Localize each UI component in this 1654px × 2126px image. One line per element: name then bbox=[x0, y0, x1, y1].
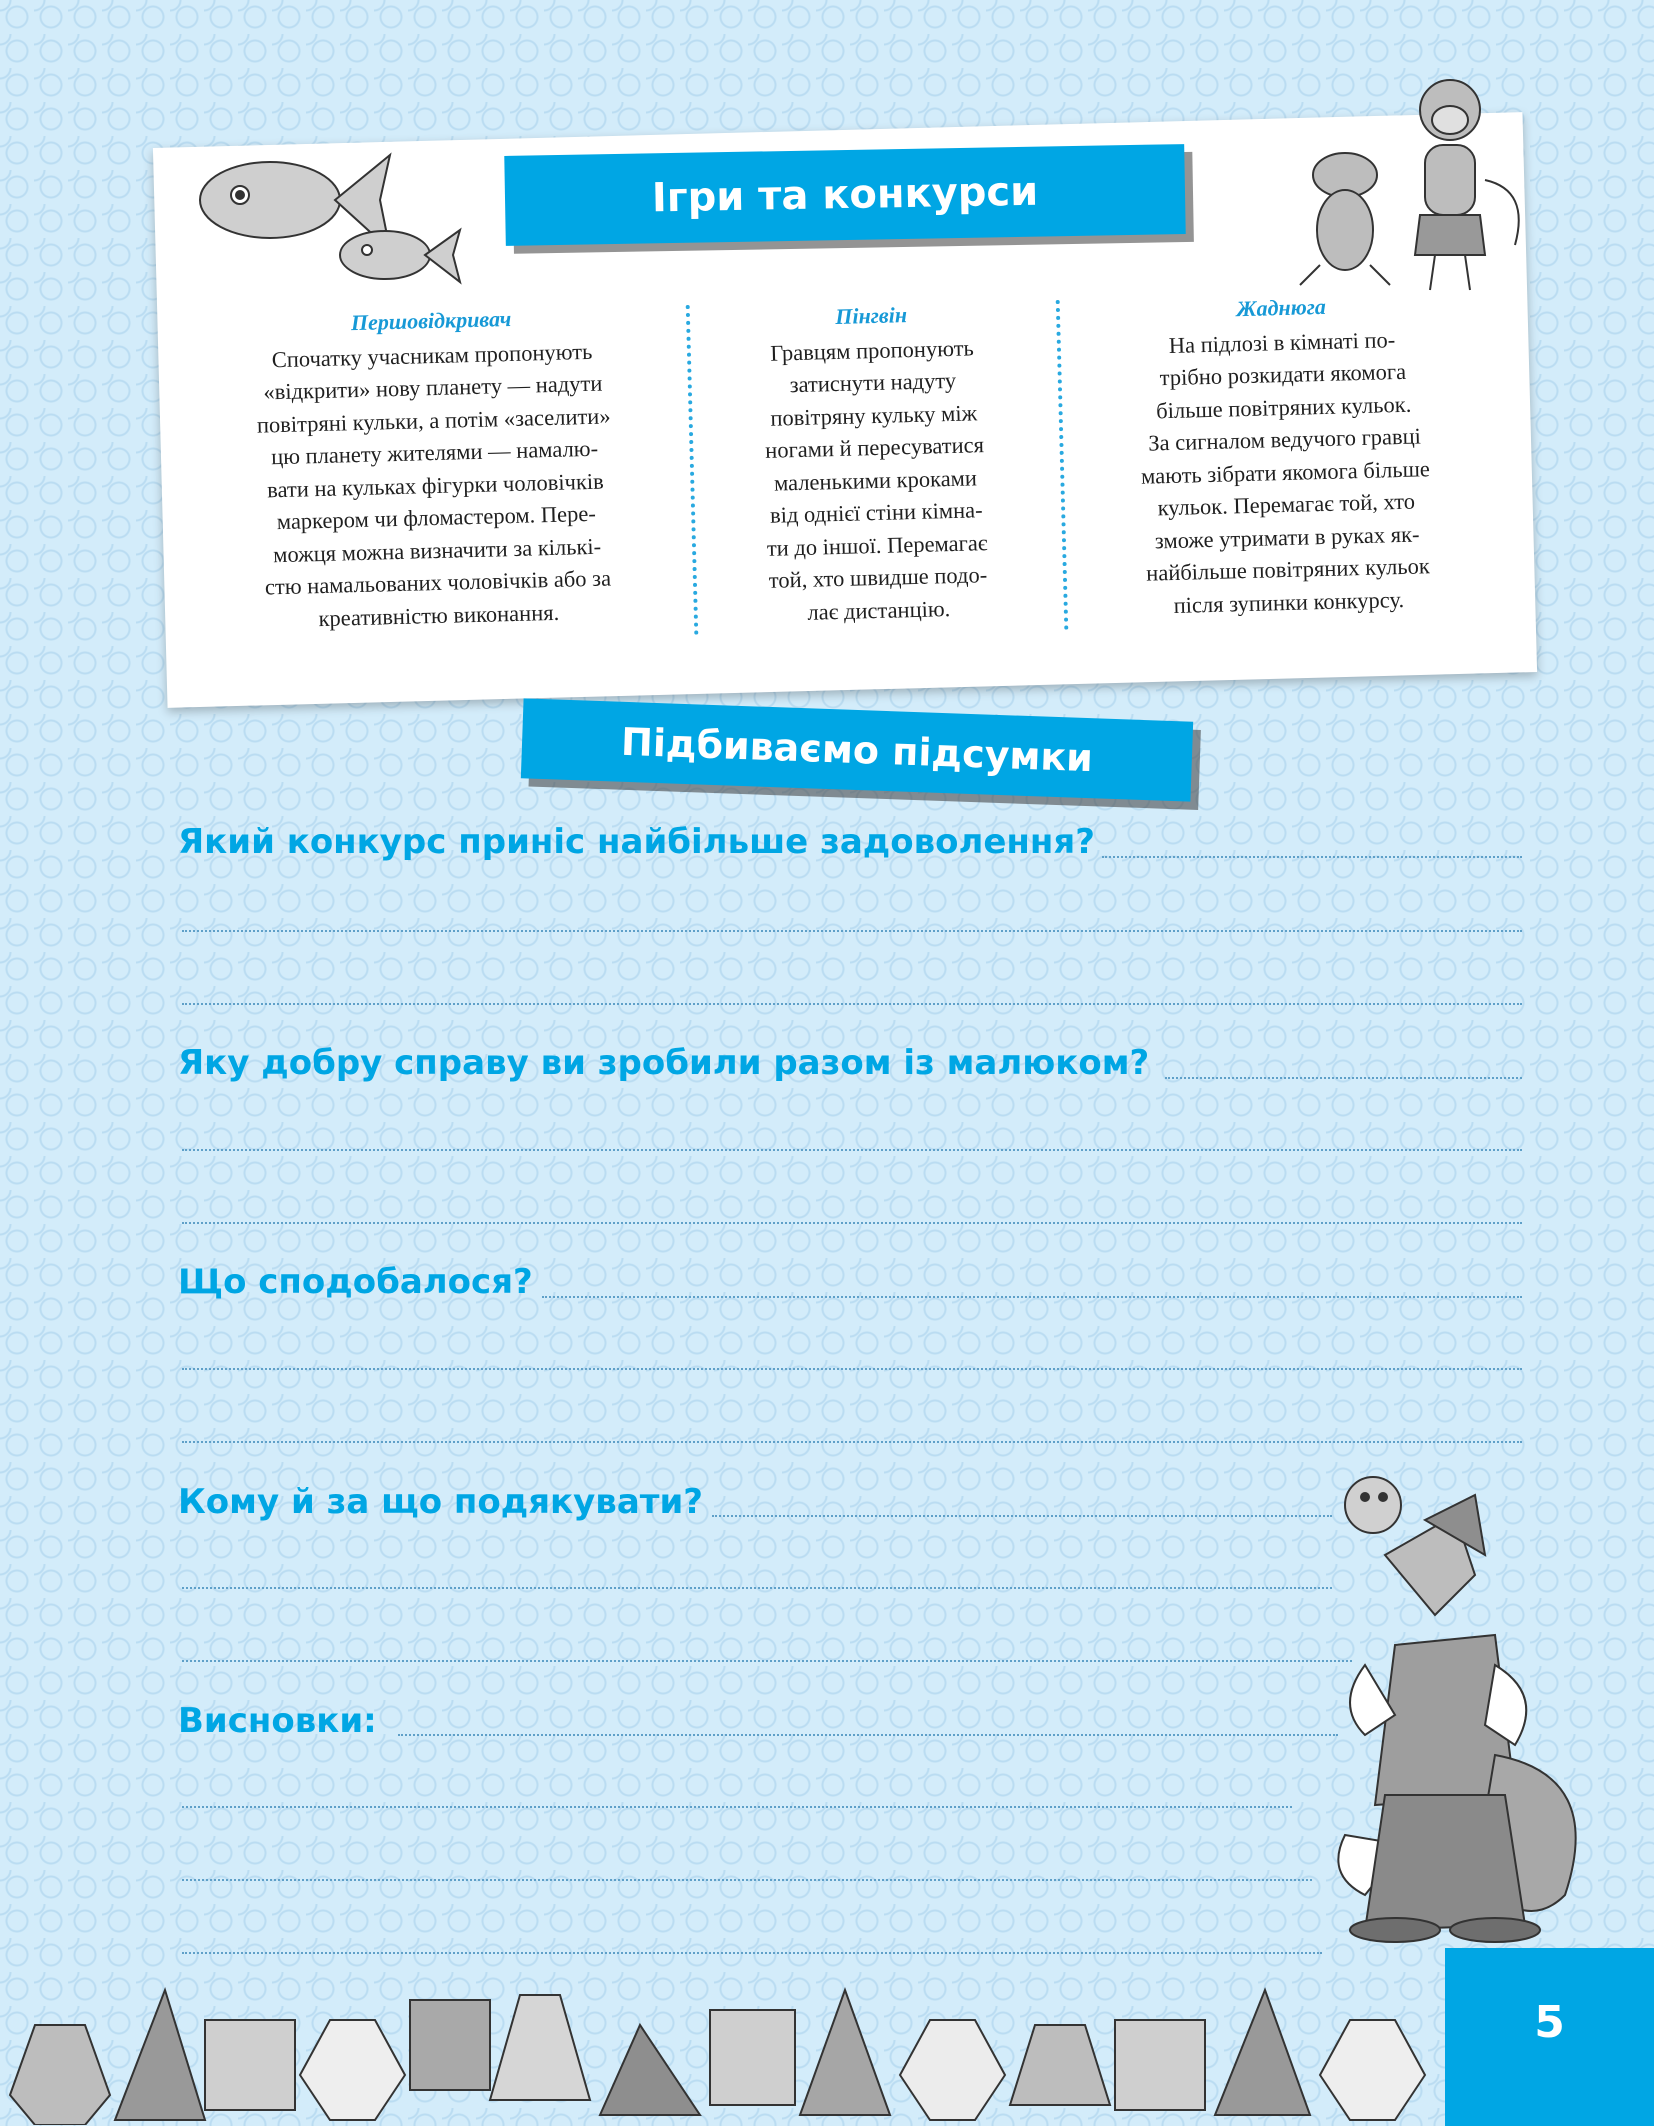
game-column-2 bbox=[726, 296, 1024, 630]
game-text-line: вати на кульках фігурки чоловічків bbox=[266, 468, 604, 502]
game-text-line: повітряні кульки, а потім «заселити» bbox=[256, 402, 611, 438]
game-column-1 bbox=[226, 300, 644, 638]
answer-line[interactable] bbox=[712, 1515, 1332, 1517]
game-text-line: затиснути надуту bbox=[789, 367, 957, 398]
game-text-line: креативністю виконання. bbox=[318, 599, 560, 631]
answer-line[interactable] bbox=[542, 1296, 1522, 1298]
games-title-banner: Ігри та конкурси bbox=[504, 144, 1185, 246]
game-text-line: більше повітряних кульок. bbox=[1155, 391, 1412, 423]
game-text-line: можця можна визначити за кількі- bbox=[272, 533, 602, 567]
question-5: Висновки: bbox=[178, 1701, 377, 1741]
game-text-line: ти до іншої. Перемагає bbox=[766, 529, 988, 561]
answer-line[interactable] bbox=[182, 1879, 1312, 1881]
fox-illustration bbox=[1325, 1475, 1595, 1945]
game-text-line: Гравцям пропонують bbox=[770, 334, 975, 366]
answer-line[interactable] bbox=[182, 1149, 1522, 1151]
game-text-line: трібно розкидати якомога bbox=[1159, 358, 1407, 391]
fish-illustration bbox=[185, 140, 485, 300]
answer-line[interactable] bbox=[182, 1003, 1522, 1005]
answer-line[interactable] bbox=[182, 1368, 1522, 1370]
game-text-line: той, хто швидше подо- bbox=[768, 562, 988, 593]
answer-line[interactable] bbox=[1165, 1077, 1522, 1079]
page-number: 5 bbox=[1534, 1997, 1565, 2048]
answer-line[interactable] bbox=[182, 930, 1522, 932]
game-text-line: зможе утримати в руках як- bbox=[1154, 521, 1420, 553]
answer-line[interactable] bbox=[182, 1806, 1292, 1808]
game-title: Жаднюга bbox=[1236, 293, 1327, 322]
game-text-line: цю планету жителями — намалю- bbox=[270, 435, 599, 470]
game-text-line: маленькими кроками bbox=[773, 464, 978, 496]
answer-line[interactable] bbox=[182, 1441, 1522, 1443]
game-text-line: Спочатку учасникам пропонують bbox=[271, 338, 593, 372]
game-text-line: маркером чи фломастером. Пере- bbox=[276, 500, 597, 535]
game-text-line: «відкрити» нову планету — надути bbox=[263, 370, 603, 405]
question-2: Яку добру справу ви зробили разом із малюком? bbox=[178, 1043, 1150, 1083]
game-text-line: повітряну кульку між bbox=[770, 399, 978, 431]
game-text-line: лає дистанцію. bbox=[807, 595, 951, 625]
game-title: Першовідкривач bbox=[350, 305, 512, 336]
answer-line[interactable] bbox=[182, 1587, 1332, 1589]
answer-line[interactable] bbox=[182, 1952, 1322, 1954]
game-text-line: ногами й пересуватися bbox=[764, 432, 985, 463]
game-text-line: мають зібрати якомога більше bbox=[1140, 455, 1431, 489]
game-text-line: від однієї стіни кімна- bbox=[769, 497, 983, 528]
summary-title-banner: Підбиваємо підсумки bbox=[521, 698, 1193, 801]
game-title: Пінгвін bbox=[834, 302, 908, 329]
game-text-line: після зупинки конкурсу. bbox=[1173, 586, 1405, 618]
game-column-3 bbox=[1101, 287, 1469, 623]
geometric-shapes-border bbox=[0, 1965, 1445, 2125]
question-3: Що сподобалося? bbox=[178, 1262, 533, 1302]
game-text-line: На підлозі в кімнаті по- bbox=[1168, 326, 1396, 358]
question-4: Кому й за що подякувати? bbox=[178, 1482, 704, 1522]
frog-monkey-illustration bbox=[1290, 70, 1540, 300]
game-text-line: За сигналом ведучого гравці bbox=[1147, 423, 1422, 456]
answer-line[interactable] bbox=[182, 1222, 1522, 1224]
answer-line[interactable] bbox=[1102, 856, 1522, 858]
question-1: Який конкурс приніс найбільше задоволення? bbox=[178, 822, 1095, 862]
game-text-line: кульок. Перемагає той, хто bbox=[1157, 488, 1416, 521]
game-text-line: стю намальованих чоловічків або за bbox=[264, 565, 612, 600]
game-text-line: найбільше повітряних кульок bbox=[1145, 553, 1431, 586]
answer-line[interactable] bbox=[398, 1734, 1338, 1736]
answer-line[interactable] bbox=[182, 1660, 1352, 1662]
